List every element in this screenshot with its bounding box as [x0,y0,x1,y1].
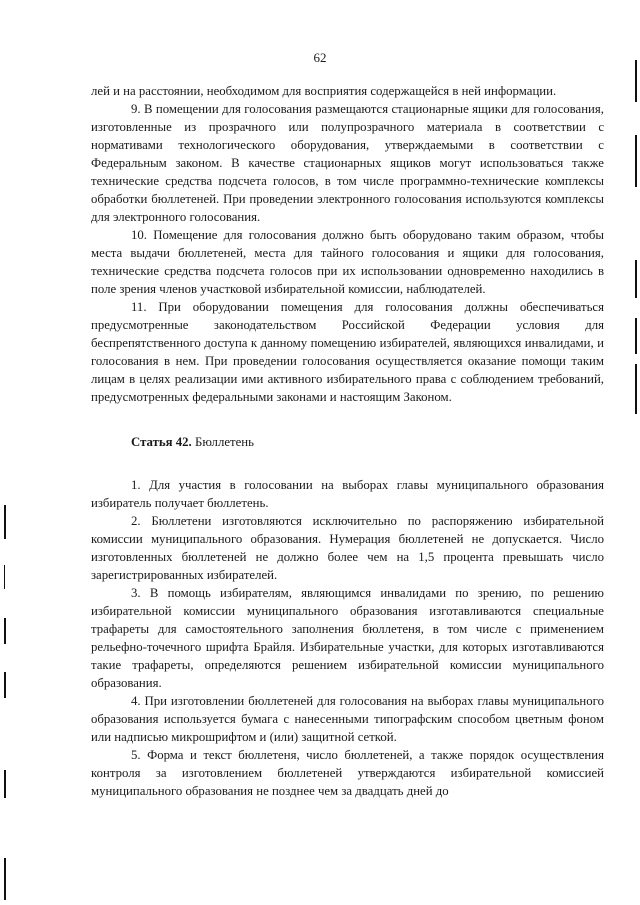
document-body [91,82,604,800]
paragraph-item-3: 3. В помощь избирателям, являющимся инвалидами по зрению, по решению избирательной комиссии муниципального образования изготавливаются специальные трафареты для самостоятельного заполнения бюллетеня, в том числе с применением рельефно-точечного шрифта Брайля. Избирательные участки, для которых изготавливаются такие трафареты, определяются решением избирательной комиссии муниципального образования. [91,586,604,690]
scan-edge-mark-right-2 [635,135,637,187]
scan-edge-mark-right-3 [635,260,637,298]
article-label: Статья 42. [131,435,192,449]
scan-edge-mark-left-4 [4,672,6,698]
paragraph-item-1: 1. Для участия в голосовании на выборах главы муниципального образования избиратель получает бюллетень. [91,478,604,510]
paragraph-item-9: 9. В помещении для голосования размещаются стационарные ящики для голосования, изготовленные из прозрачного или полупрозрачного материала в соответствии с нормативами технологического оборудования, утверждаемыми в соответствии с Федеральным законом. В качестве стационарных ящиков могут использоваться также технические средства подсчета голосов, в том числе программно-технические комплексы обработки бюллетеней. При проведении электронного голосования используются комплексы для электронного голосования. [91,102,604,224]
paragraph-continuation: лей и на расстоянии, необходимом для восприятия содержащейся в ней информации. [91,84,557,98]
scan-edge-mark-right-5 [635,364,637,414]
paragraph-item-10: 10. Помещение для голосования должно быть оборудовано таким образом, чтобы места выдачи бюллетеней, места для тайного голосования и ящики для голосования, технические средства подсчета голосов при их использовании одновременно находились в поле зрения членов участковой избирательной комиссии, наблюдателей. [91,228,604,296]
paragraph-item-4: 4. При изготовлении бюллетеней для голосования на выборах главы муниципального образования используется бумага с нанесенными типографским способом цветным фоном или надписью микрошрифтом и (или) защитной сеткой. [91,694,604,744]
scan-edge-mark-left-2 [4,565,5,589]
scan-edge-mark-left-1 [4,505,6,539]
scan-edge-mark-left-5 [4,770,6,798]
scan-edge-mark-left-6 [4,858,6,900]
scan-edge-mark-right-1 [635,60,637,102]
paragraph-item-11: 11. При оборудовании помещения для голосования должны обеспечиваться предусмотренные законодательством Российской Федерации условия для беспрепятственного доступа к данному помещению избирателей, являющихся инвалидами, и голосования в нем. При проведении голосования осуществляется оказание помощи таким лицам в целях реализации ими активного избирательного права с соблюдением требований, предусмотренных федеральными законами и настоящим Законом. [91,300,604,404]
page-number: 62 [313,50,327,65]
scan-edge-mark-right-4 [635,318,637,354]
article-heading [91,433,604,451]
scan-edge-mark-left-3 [4,618,6,644]
paragraph-item-5: 5. Форма и текст бюллетеня, число бюллетеней, а также порядок осуществления контроля за изготовлением бюллетеней утверждаются избирательной комиссией муниципального образования не позднее чем за двадцать дней до [91,748,604,798]
article-title: Бюллетень [194,435,254,449]
paragraph-item-2: 2. Бюллетени изготовляются исключительно по распоряжению избирательной комиссии муниципального образования. Нумерация бюллетеней не допускается. Число изготовленных бюллетеней не должно более чем на 1,5 процента превышать число зарегистрированных избирателей. [91,514,604,582]
